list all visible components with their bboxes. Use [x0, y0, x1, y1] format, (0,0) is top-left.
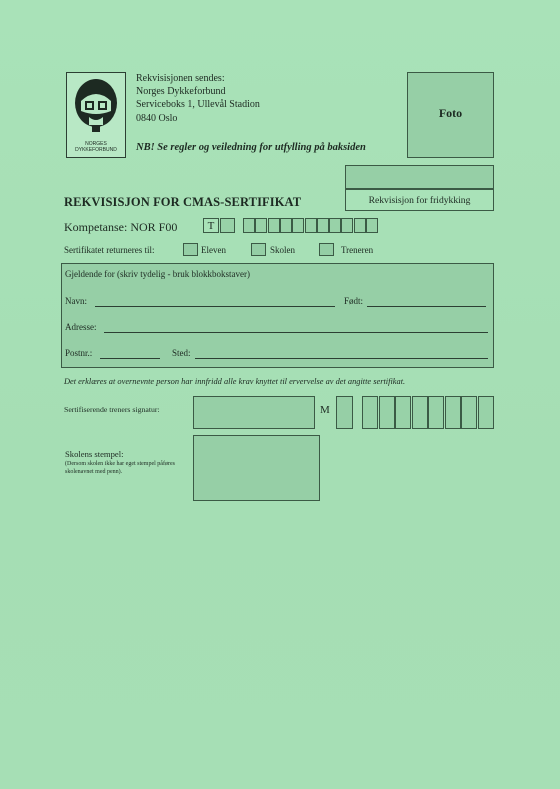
freediving-label: Rekvisisjon for fridykking	[368, 195, 471, 206]
born-field[interactable]	[367, 306, 486, 307]
freediving-request-box[interactable]	[345, 189, 494, 211]
trainer-signature-box[interactable]	[193, 396, 315, 429]
return-school-checkbox[interactable]	[251, 243, 266, 256]
competence-code-cell[interactable]	[243, 218, 255, 233]
signature-label: Sertifiserende treners signatur:	[64, 405, 160, 414]
competence-prefix-cell	[203, 218, 219, 233]
competence-label: Kompetanse: NOR F00	[64, 220, 178, 234]
return-trainer-checkbox[interactable]	[319, 243, 334, 256]
stamp-label: Skolens stempel:	[65, 449, 124, 459]
school-stamp-box[interactable]	[193, 435, 320, 501]
address-field[interactable]	[104, 332, 488, 333]
competence-code-cell[interactable]	[366, 218, 378, 233]
place-field[interactable]	[195, 358, 488, 359]
form-title: REKVISISJON FOR CMAS-SERTIFIKAT	[64, 195, 302, 209]
competence-prefix-letter: T	[207, 220, 215, 232]
competence-code-cell[interactable]	[255, 218, 267, 233]
trainer-number-digit-cell[interactable]	[379, 396, 395, 429]
competence-code-cell[interactable]	[268, 218, 280, 233]
trainer-number-prefix: M	[320, 404, 330, 416]
diver-logo-icon	[71, 77, 121, 137]
trainer-number-digit-cell[interactable]	[461, 396, 477, 429]
trainer-number-digit-cell[interactable]	[428, 396, 444, 429]
sender-line-3: Serviceboks 1, Ullevål Stadion	[136, 99, 260, 111]
trainer-number-digit-cell[interactable]	[445, 396, 461, 429]
competence-code-cell[interactable]	[354, 218, 366, 233]
sender-line-1: Rekvisisjonen sendes:	[136, 73, 225, 84]
trainer-number-digit-cell[interactable]	[412, 396, 428, 429]
return-student-checkbox[interactable]	[183, 243, 198, 256]
postal-field[interactable]	[100, 358, 160, 359]
trainer-number-digit-cell[interactable]	[362, 396, 378, 429]
organization-logo	[66, 72, 126, 158]
trainer-number-digit-cell[interactable]	[478, 396, 494, 429]
competence-cell[interactable]	[220, 218, 235, 233]
competence-code-cell[interactable]	[341, 218, 353, 233]
competence-code-cell[interactable]	[317, 218, 329, 233]
place-label: Sted:	[172, 348, 191, 358]
photo-label: Foto	[438, 106, 463, 120]
photo-box[interactable]	[407, 72, 494, 158]
freediving-empty-box[interactable]	[345, 165, 494, 189]
instructions-notice: NB! Se regler og veiledning for utfylling på baksiden	[136, 142, 366, 153]
declaration-text: Det erklæres at overnevnte person har innfridd alle krav knyttet til ervervelse av det angitte sertifikat.	[64, 377, 406, 386]
applicant-header: Gjeldende for (skriv tydelig - bruk blokkbokstaver)	[65, 269, 250, 279]
sender-address	[136, 72, 260, 125]
return-trainer-label: Treneren	[341, 245, 374, 255]
postal-label: Postnr.:	[65, 348, 93, 358]
return-label: Sertifikatet returneres til:	[64, 245, 155, 255]
born-label: Født:	[344, 296, 364, 306]
stamp-note: (Dersom skolen ikke har eget stempel påføres skolenavnet med penn).	[65, 461, 175, 475]
trainer-number-cell[interactable]	[336, 396, 353, 429]
logo-label: NORGES DYKKEFORBUND	[75, 141, 117, 153]
address-label: Adresse:	[65, 322, 97, 332]
sender-line-4: 0840 Oslo	[136, 112, 178, 124]
name-field[interactable]	[95, 306, 335, 307]
return-student-label: Eleven	[201, 245, 226, 255]
sender-line-2: Norges Dykkeforbund	[136, 86, 226, 98]
competence-code-cell[interactable]	[280, 218, 292, 233]
return-school-label: Skolen	[270, 245, 296, 255]
competence-code-cell[interactable]	[329, 218, 341, 233]
competence-code-cell[interactable]	[305, 218, 317, 233]
trainer-number-digit-cell[interactable]	[395, 396, 411, 429]
competence-code-cell[interactable]	[292, 218, 304, 233]
name-label: Navn:	[65, 296, 87, 306]
